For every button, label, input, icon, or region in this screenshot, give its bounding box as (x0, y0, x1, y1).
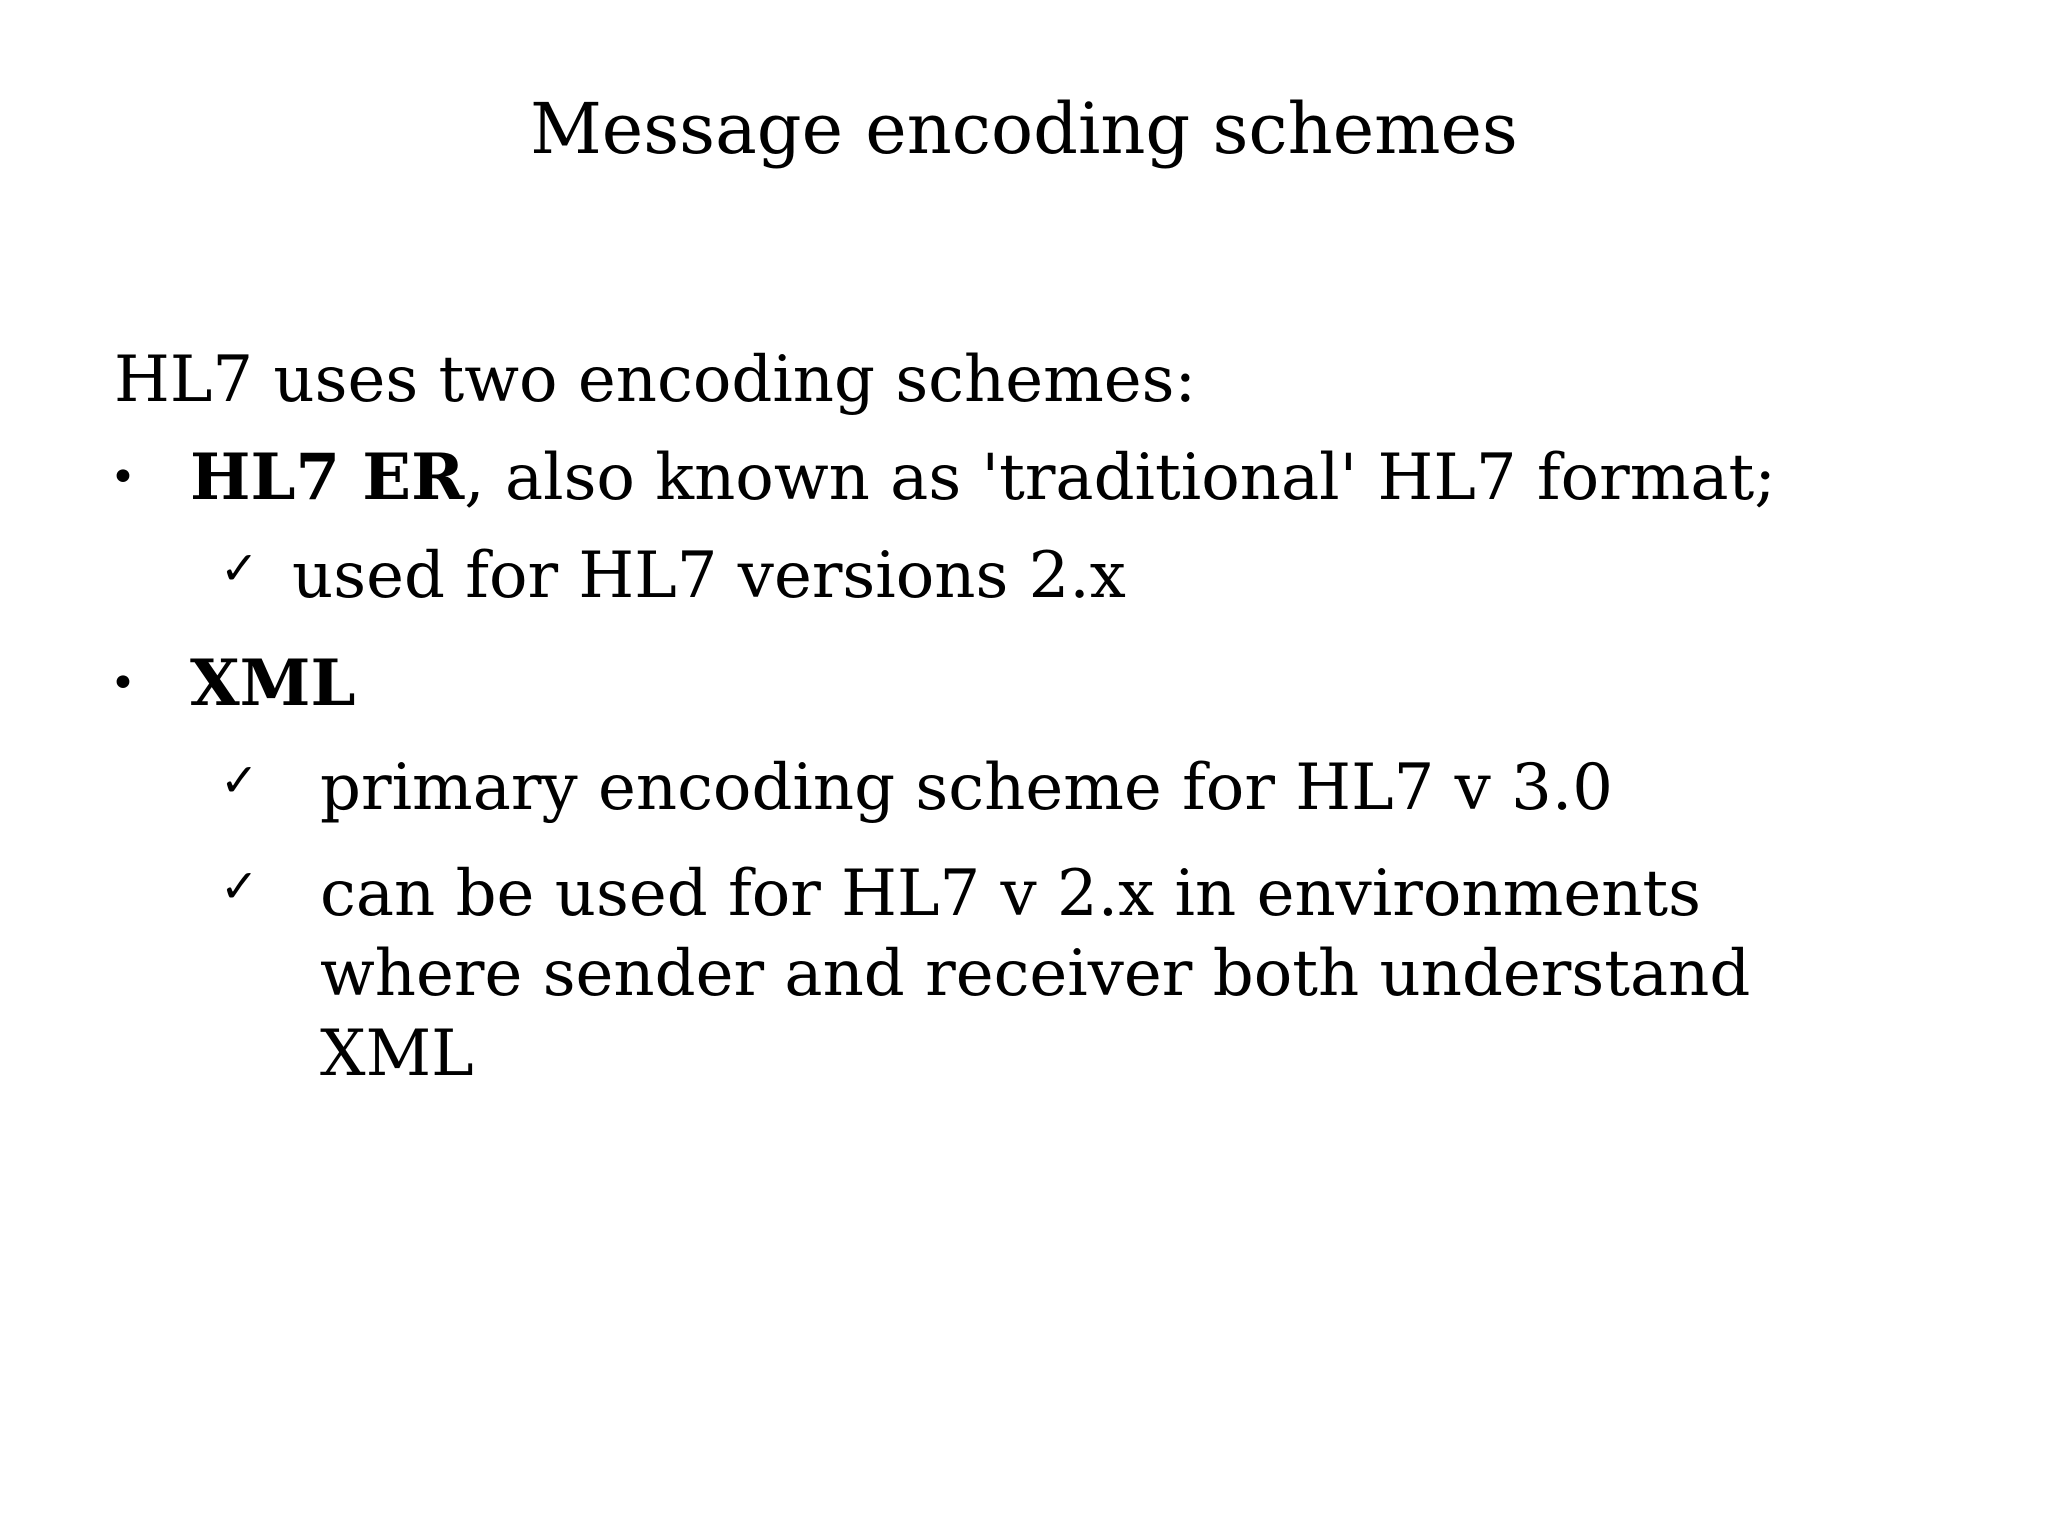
bullet-bold-term: XML (190, 646, 356, 721)
subitem-text (320, 854, 1880, 1094)
subitem-text: primary encoding scheme for HL7 v 3.0 (320, 751, 1613, 825)
checkmark-icon: ✓ (220, 753, 259, 807)
bullet-text (190, 644, 356, 724)
bullet-bold-term: HL7 ER (190, 440, 465, 515)
subitem-line: can be used for HL7 v 2.x in environments (320, 857, 1701, 931)
bullet-icon: • (110, 452, 136, 503)
bullet-text (190, 438, 1776, 518)
slide-title: Message encoding schemes (530, 88, 1518, 170)
subitem-text: used for HL7 versions 2.x (292, 539, 1126, 613)
subitem-line: where sender and receiver both understand (320, 937, 1751, 1011)
checkmark-icon: ✓ (220, 859, 259, 913)
checkmark-icon: ✓ (220, 541, 259, 595)
subitem-line: XML (320, 1017, 474, 1091)
intro-text: HL7 uses two encoding schemes: (114, 343, 1197, 417)
bullet-description: , also known as 'traditional' HL7 format; (464, 441, 1776, 515)
bullet-icon: • (110, 658, 136, 709)
